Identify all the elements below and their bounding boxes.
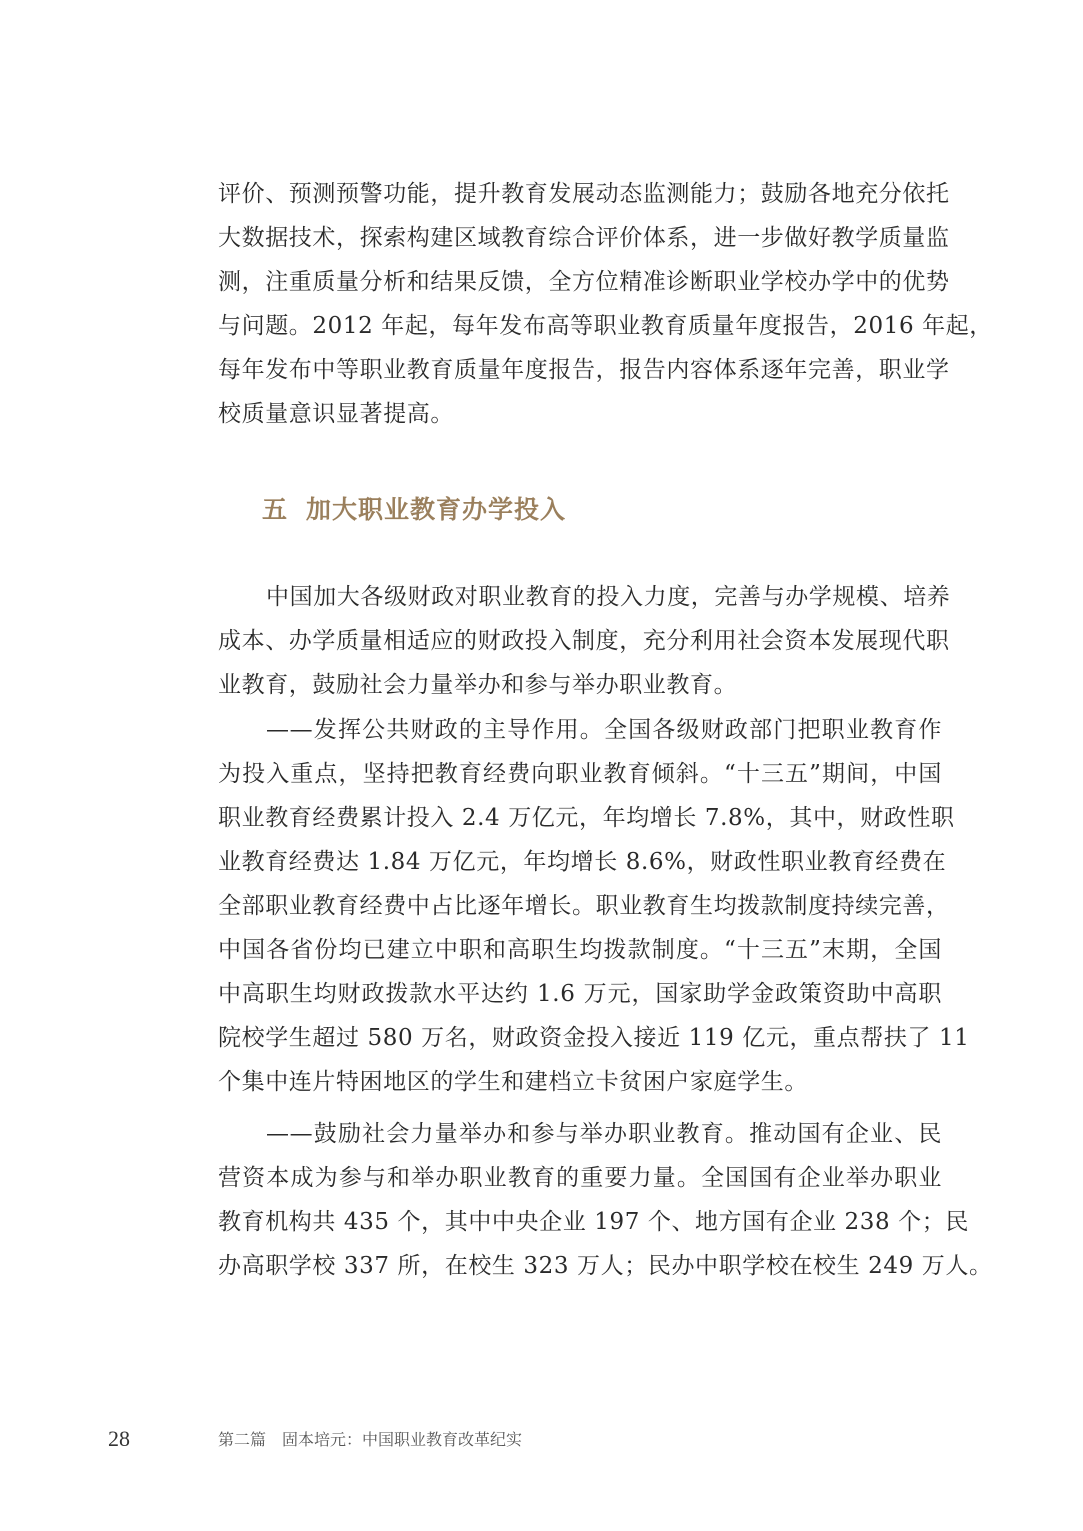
text-line: 中国各省份均已建立中职和高职生均拨款制度。“十三五”末期，全国 bbox=[218, 937, 942, 963]
text-line: ——鼓励社会力量举办和参与举办职业教育。推动国有企业、民 bbox=[266, 1121, 942, 1147]
text-line: 校质量意识显著提高。 bbox=[218, 401, 454, 427]
text-line: 每年发布中等职业教育质量年度报告，报告内容体系逐年完善，职业学 bbox=[218, 357, 950, 383]
section-title: 加大职业教育办学投入 bbox=[306, 495, 567, 524]
text-line: 全部职业教育经费中占比逐年增长。职业教育生均拨款制度持续完善， bbox=[218, 893, 950, 919]
part-label: 第二篇 bbox=[218, 1430, 267, 1449]
text-line: 评价、预测预警功能，提升教育发展动态监测能力；鼓励各地充分依托 bbox=[218, 181, 950, 207]
text-line: 测，注重质量分析和结果反馈，全方位精准诊断职业学校办学中的优势 bbox=[218, 269, 950, 295]
text-line: 职业教育经费累计投入 2.4 万亿元，年均增长 7.8%，其中，财政性职 bbox=[218, 805, 955, 831]
text-line: 中高职生均财政拨款水平达约 1.6 万元，国家助学金政策资助中高职 bbox=[218, 981, 942, 1007]
text-line: 与问题。2012 年起，每年发布高等职业教育质量年度报告，2016 年起， bbox=[218, 313, 993, 339]
text-line: 营资本成为参与和举办职业教育的重要力量。全国国有企业举办职业 bbox=[218, 1165, 942, 1191]
page-number: 28 bbox=[108, 1426, 130, 1451]
text-line: 个集中连片特困地区的学生和建档立卡贫困户家庭学生。 bbox=[218, 1069, 808, 1095]
page-footer bbox=[0, 1424, 1083, 1454]
book-title: 固本培元：中国职业教育改革纪实 bbox=[282, 1430, 523, 1449]
text-line: 中国加大各级财政对职业教育的投入力度，完善与办学规模、培养 bbox=[266, 584, 951, 610]
text-line: 业教育，鼓励社会力量举办和参与举办职业教育。 bbox=[218, 672, 738, 698]
paragraph-intro bbox=[218, 575, 951, 707]
text-line: ——发挥公共财政的主导作用。全国各级财政部门把职业教育作 bbox=[266, 717, 942, 743]
text-line: 办高职学校 337 所，在校生 323 万人；民办中职学校在校生 249 万人。 bbox=[218, 1253, 993, 1279]
text-line: 院校学生超过 580 万名，财政资金投入接近 119 亿元，重点帮扶了 11 bbox=[218, 1025, 970, 1051]
section-heading bbox=[262, 490, 566, 530]
paragraph-public-finance bbox=[218, 708, 970, 1104]
continued-paragraph bbox=[218, 172, 993, 436]
text-line: 成本、办学质量相适应的财政投入制度，充分利用社会资本发展现代职 bbox=[218, 628, 950, 654]
text-line: 为投入重点，坚持把教育经费向职业教育倾斜。“十三五”期间，中国 bbox=[218, 761, 942, 787]
section-number: 五 bbox=[262, 495, 289, 524]
paragraph-social-forces bbox=[218, 1112, 993, 1288]
text-line: 教育机构共 435 个，其中中央企业 197 个、地方国有企业 238 个；民 bbox=[218, 1209, 969, 1235]
text-line: 大数据技术，探索构建区域教育综合评价体系，进一步做好教学质量监 bbox=[218, 225, 950, 251]
text-line: 业教育经费达 1.84 万亿元，年均增长 8.6%，财政性职业教育经费在 bbox=[218, 849, 947, 875]
running-title bbox=[218, 1426, 522, 1454]
